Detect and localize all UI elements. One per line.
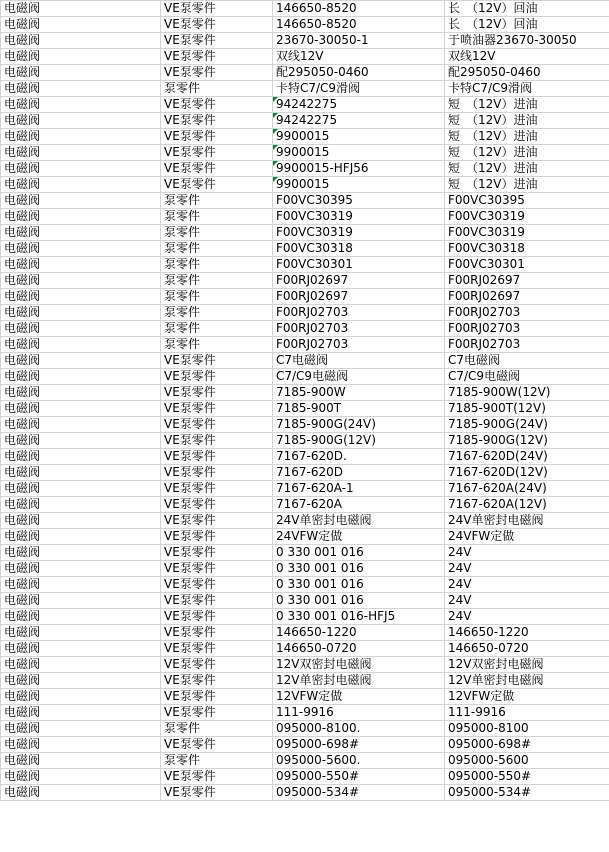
part-number-cell[interactable]: 095000-698# xyxy=(273,737,445,753)
part-number-cell[interactable]: 卡特C7/C9滑阀 xyxy=(273,81,445,97)
category-cell[interactable]: 电磁阀 xyxy=(1,609,161,625)
category-cell[interactable]: 电磁阀 xyxy=(1,353,161,369)
type-cell[interactable]: 泵零件 xyxy=(161,225,273,241)
category-cell[interactable]: 电磁阀 xyxy=(1,497,161,513)
category-cell[interactable]: 电磁阀 xyxy=(1,529,161,545)
table-row xyxy=(1,785,609,801)
part-number-cell[interactable]: 23670-30050-1 xyxy=(273,33,445,49)
category-cell[interactable]: 电磁阀 xyxy=(1,193,161,209)
type-cell[interactable]: VE泵零件 xyxy=(161,65,273,81)
category-cell[interactable]: 电磁阀 xyxy=(1,417,161,433)
table-row xyxy=(1,305,609,321)
description-cell[interactable]: F00VC30319 xyxy=(445,225,609,241)
table-row xyxy=(1,145,609,161)
category-cell[interactable]: 电磁阀 xyxy=(1,401,161,417)
part-number-cell[interactable]: F00VC30301 xyxy=(273,257,445,273)
table-row xyxy=(1,481,609,497)
category-cell[interactable]: 电磁阀 xyxy=(1,113,161,129)
type-cell[interactable]: 泵零件 xyxy=(161,209,273,225)
table-row xyxy=(1,81,609,97)
type-cell[interactable]: VE泵零件 xyxy=(161,401,273,417)
description-cell[interactable]: 24V xyxy=(445,609,609,625)
type-cell[interactable]: VE泵零件 xyxy=(161,417,273,433)
description-cell[interactable]: F00RJ02703 xyxy=(445,321,609,337)
description-cell[interactable]: 24V xyxy=(445,577,609,593)
part-number-cell[interactable]: 12V单密封电磁阀 xyxy=(273,673,445,689)
description-cell[interactable]: 卡特C7/C9滑阀 xyxy=(445,81,609,97)
category-cell[interactable]: 电磁阀 xyxy=(1,449,161,465)
part-number-cell[interactable]: 24V单密封电磁阀 xyxy=(273,513,445,529)
type-cell[interactable]: 泵零件 xyxy=(161,81,273,97)
type-cell[interactable]: VE泵零件 xyxy=(161,369,273,385)
description-cell[interactable]: 长 （12V）回油 xyxy=(445,17,609,33)
description-cell[interactable]: 7185-900T(12V) xyxy=(445,401,609,417)
type-cell[interactable]: VE泵零件 xyxy=(161,497,273,513)
type-cell[interactable]: VE泵零件 xyxy=(161,577,273,593)
description-cell[interactable]: 短 （12V）进油 xyxy=(445,177,609,193)
part-number-cell[interactable]: 12V双密封电磁阀 xyxy=(273,657,445,673)
type-cell[interactable]: VE泵零件 xyxy=(161,705,273,721)
category-cell[interactable]: 电磁阀 xyxy=(1,593,161,609)
part-number-cell[interactable]: 095000-550# xyxy=(273,769,445,785)
part-number-cell[interactable]: F00RJ02703 xyxy=(273,321,445,337)
part-number-cell[interactable]: 94242275 xyxy=(273,97,445,113)
description-cell[interactable]: 短 （12V）进油 xyxy=(445,161,609,177)
part-number-cell[interactable]: 0 330 001 016 xyxy=(273,561,445,577)
part-number-cell[interactable]: F00RJ02703 xyxy=(273,337,445,353)
part-number-cell[interactable]: 0 330 001 016 xyxy=(273,577,445,593)
description-cell[interactable]: F00RJ02697 xyxy=(445,289,609,305)
description-cell[interactable]: 配295050-0460 xyxy=(445,65,609,81)
description-cell[interactable]: 12VFW定做 xyxy=(445,689,609,705)
description-cell[interactable]: 7185-900G(12V) xyxy=(445,433,609,449)
table-row xyxy=(1,465,609,481)
table-row xyxy=(1,417,609,433)
description-cell[interactable]: 146650-0720 xyxy=(445,641,609,657)
type-cell[interactable]: VE泵零件 xyxy=(161,385,273,401)
part-number-cell[interactable]: 9900015-HFJ56 xyxy=(273,161,445,177)
table-row xyxy=(1,33,609,49)
part-number-cell[interactable]: 0 330 001 016 xyxy=(273,545,445,561)
part-number-cell[interactable]: 095000-534# xyxy=(273,785,445,801)
type-cell[interactable]: VE泵零件 xyxy=(161,17,273,33)
type-cell[interactable]: VE泵零件 xyxy=(161,465,273,481)
category-cell[interactable]: 电磁阀 xyxy=(1,673,161,689)
table-row xyxy=(1,641,609,657)
category-cell[interactable]: 电磁阀 xyxy=(1,129,161,145)
category-cell[interactable]: 电磁阀 xyxy=(1,321,161,337)
table-row xyxy=(1,193,609,209)
type-cell[interactable]: 泵零件 xyxy=(161,257,273,273)
part-number-cell[interactable]: 0 330 001 016-HFJ5 xyxy=(273,609,445,625)
type-cell[interactable]: 泵零件 xyxy=(161,193,273,209)
category-cell[interactable]: 电磁阀 xyxy=(1,97,161,113)
part-number-cell[interactable]: 146650-1220 xyxy=(273,625,445,641)
description-cell[interactable]: C7/C9电磁阀 xyxy=(445,369,609,385)
type-cell[interactable]: 泵零件 xyxy=(161,337,273,353)
category-cell[interactable]: 电磁阀 xyxy=(1,465,161,481)
category-cell[interactable]: 电磁阀 xyxy=(1,433,161,449)
table-row xyxy=(1,609,609,625)
table-row xyxy=(1,225,609,241)
type-cell[interactable]: VE泵零件 xyxy=(161,609,273,625)
type-cell[interactable]: VE泵零件 xyxy=(161,689,273,705)
part-number-cell[interactable]: 配295050-0460 xyxy=(273,65,445,81)
category-cell[interactable]: 电磁阀 xyxy=(1,49,161,65)
description-cell[interactable]: F00VC30301 xyxy=(445,257,609,273)
part-number-cell[interactable]: 111-9916 xyxy=(273,705,445,721)
part-number-cell[interactable]: 7167-620D xyxy=(273,465,445,481)
table-row xyxy=(1,449,609,465)
description-cell[interactable]: 7185-900W(12V) xyxy=(445,385,609,401)
description-cell[interactable]: 双线12V xyxy=(445,49,609,65)
table-row xyxy=(1,753,609,769)
part-number-cell[interactable]: 双线12V xyxy=(273,49,445,65)
part-number-cell[interactable]: 7185-900T xyxy=(273,401,445,417)
table-row xyxy=(1,577,609,593)
category-cell[interactable]: 电磁阀 xyxy=(1,561,161,577)
category-cell[interactable]: 电磁阀 xyxy=(1,1,161,17)
category-cell[interactable]: 电磁阀 xyxy=(1,385,161,401)
table-row xyxy=(1,385,609,401)
table-row xyxy=(1,289,609,305)
table-row xyxy=(1,97,609,113)
table-row xyxy=(1,129,609,145)
table-row xyxy=(1,337,609,353)
type-cell[interactable]: VE泵零件 xyxy=(161,737,273,753)
type-cell[interactable]: 泵零件 xyxy=(161,753,273,769)
description-cell[interactable]: 095000-534# xyxy=(445,785,609,801)
part-number-cell[interactable]: 7185-900G(24V) xyxy=(273,417,445,433)
part-number-cell[interactable]: 7185-900G(12V) xyxy=(273,433,445,449)
category-cell[interactable]: 电磁阀 xyxy=(1,145,161,161)
part-number-cell[interactable]: 12VFW定做 xyxy=(273,689,445,705)
part-number-cell[interactable]: F00VC30319 xyxy=(273,225,445,241)
type-cell[interactable]: VE泵零件 xyxy=(161,545,273,561)
description-cell[interactable]: 12V单密封电磁阀 xyxy=(445,673,609,689)
part-number-cell[interactable]: 0 330 001 016 xyxy=(273,593,445,609)
description-cell[interactable]: 111-9916 xyxy=(445,705,609,721)
type-cell[interactable]: VE泵零件 xyxy=(161,33,273,49)
category-cell[interactable]: 电磁阀 xyxy=(1,481,161,497)
table-row xyxy=(1,705,609,721)
description-cell[interactable]: 24V xyxy=(445,545,609,561)
part-number-cell[interactable]: 9900015 xyxy=(273,177,445,193)
category-cell[interactable]: 电磁阀 xyxy=(1,337,161,353)
description-cell[interactable]: 于喷油器23670-30050 xyxy=(445,33,609,49)
table-row xyxy=(1,545,609,561)
type-cell[interactable]: VE泵零件 xyxy=(161,113,273,129)
category-cell[interactable]: 电磁阀 xyxy=(1,737,161,753)
description-cell[interactable]: 095000-698# xyxy=(445,737,609,753)
table-row xyxy=(1,65,609,81)
category-cell[interactable]: 电磁阀 xyxy=(1,161,161,177)
description-cell[interactable]: F00RJ02703 xyxy=(445,305,609,321)
table-row xyxy=(1,513,609,529)
category-cell[interactable]: 电磁阀 xyxy=(1,577,161,593)
category-cell[interactable]: 电磁阀 xyxy=(1,33,161,49)
table-row xyxy=(1,113,609,129)
category-cell[interactable]: 电磁阀 xyxy=(1,625,161,641)
description-cell[interactable]: 短 （12V）进油 xyxy=(445,97,609,113)
table-row xyxy=(1,433,609,449)
type-cell[interactable]: 泵零件 xyxy=(161,273,273,289)
part-number-cell[interactable]: F00RJ02697 xyxy=(273,289,445,305)
type-cell[interactable]: VE泵零件 xyxy=(161,449,273,465)
description-cell[interactable]: F00VC30395 xyxy=(445,193,609,209)
type-cell[interactable]: VE泵零件 xyxy=(161,561,273,577)
table-row xyxy=(1,673,609,689)
category-cell[interactable]: 电磁阀 xyxy=(1,17,161,33)
part-number-cell[interactable]: 146650-0720 xyxy=(273,641,445,657)
description-cell[interactable]: F00VC30318 xyxy=(445,241,609,257)
type-cell[interactable]: VE泵零件 xyxy=(161,657,273,673)
table-row xyxy=(1,257,609,273)
part-number-cell[interactable]: F00RJ02697 xyxy=(273,273,445,289)
table-row xyxy=(1,657,609,673)
type-cell[interactable]: VE泵零件 xyxy=(161,49,273,65)
part-number-cell[interactable]: 146650-8520 xyxy=(273,1,445,17)
category-cell[interactable]: 电磁阀 xyxy=(1,241,161,257)
table-row xyxy=(1,401,609,417)
description-cell[interactable]: C7电磁阀 xyxy=(445,353,609,369)
category-cell[interactable]: 电磁阀 xyxy=(1,689,161,705)
type-cell[interactable]: VE泵零件 xyxy=(161,625,273,641)
part-number-cell[interactable]: 095000-8100. xyxy=(273,721,445,737)
table-row xyxy=(1,49,609,65)
category-cell[interactable]: 电磁阀 xyxy=(1,177,161,193)
type-cell[interactable]: VE泵零件 xyxy=(161,769,273,785)
part-number-cell[interactable]: F00VC30319 xyxy=(273,209,445,225)
category-cell[interactable]: 电磁阀 xyxy=(1,273,161,289)
type-cell[interactable]: VE泵零件 xyxy=(161,177,273,193)
category-cell[interactable]: 电磁阀 xyxy=(1,753,161,769)
category-cell[interactable]: 电磁阀 xyxy=(1,769,161,785)
part-number-cell[interactable]: C7电磁阀 xyxy=(273,353,445,369)
category-cell[interactable]: 电磁阀 xyxy=(1,545,161,561)
table-row xyxy=(1,625,609,641)
part-number-cell[interactable]: F00VC30318 xyxy=(273,241,445,257)
type-cell[interactable]: VE泵零件 xyxy=(161,129,273,145)
table-row xyxy=(1,561,609,577)
type-cell[interactable]: VE泵零件 xyxy=(161,353,273,369)
table-row xyxy=(1,273,609,289)
table-row xyxy=(1,689,609,705)
table-row xyxy=(1,241,609,257)
category-cell[interactable]: 电磁阀 xyxy=(1,657,161,673)
description-cell[interactable]: 12V双密封电磁阀 xyxy=(445,657,609,673)
category-cell[interactable]: 电磁阀 xyxy=(1,289,161,305)
description-cell[interactable]: 7185-900G(24V) xyxy=(445,417,609,433)
table-row xyxy=(1,529,609,545)
table-row xyxy=(1,17,609,33)
table-row xyxy=(1,353,609,369)
category-cell[interactable]: 电磁阀 xyxy=(1,641,161,657)
table-row xyxy=(1,737,609,753)
part-number-cell[interactable]: 9900015 xyxy=(273,129,445,145)
description-cell[interactable]: 095000-5600 xyxy=(445,753,609,769)
type-cell[interactable]: VE泵零件 xyxy=(161,161,273,177)
type-cell[interactable]: VE泵零件 xyxy=(161,97,273,113)
type-cell[interactable]: VE泵零件 xyxy=(161,481,273,497)
category-cell[interactable]: 电磁阀 xyxy=(1,257,161,273)
description-cell[interactable]: F00RJ02697 xyxy=(445,273,609,289)
table-row xyxy=(1,769,609,785)
part-number-cell[interactable]: 7167-620A xyxy=(273,497,445,513)
category-cell[interactable]: 电磁阀 xyxy=(1,369,161,385)
table-row xyxy=(1,1,609,17)
category-cell[interactable]: 电磁阀 xyxy=(1,225,161,241)
description-cell[interactable]: 24V xyxy=(445,561,609,577)
table-row xyxy=(1,721,609,737)
category-cell[interactable]: 电磁阀 xyxy=(1,785,161,801)
part-number-cell[interactable]: 9900015 xyxy=(273,145,445,161)
type-cell[interactable]: 泵零件 xyxy=(161,721,273,737)
description-cell[interactable]: 短 （12V）进油 xyxy=(445,113,609,129)
table-row xyxy=(1,177,609,193)
category-cell[interactable]: 电磁阀 xyxy=(1,721,161,737)
category-cell[interactable]: 电磁阀 xyxy=(1,65,161,81)
table-row xyxy=(1,321,609,337)
table-row xyxy=(1,497,609,513)
description-cell[interactable]: 短 （12V）进油 xyxy=(445,129,609,145)
description-cell[interactable]: 7167-620D(24V) xyxy=(445,449,609,465)
category-cell[interactable]: 电磁阀 xyxy=(1,705,161,721)
part-number-cell[interactable]: C7/C9电磁阀 xyxy=(273,369,445,385)
type-cell[interactable]: VE泵零件 xyxy=(161,593,273,609)
category-cell[interactable]: 电磁阀 xyxy=(1,305,161,321)
description-cell[interactable]: 7167-620A(12V) xyxy=(445,497,609,513)
description-cell[interactable]: 146650-1220 xyxy=(445,625,609,641)
part-number-cell[interactable]: 095000-5600. xyxy=(273,753,445,769)
type-cell[interactable]: 泵零件 xyxy=(161,241,273,257)
category-cell[interactable]: 电磁阀 xyxy=(1,513,161,529)
part-number-cell[interactable]: 146650-8520 xyxy=(273,17,445,33)
type-cell[interactable]: VE泵零件 xyxy=(161,1,273,17)
description-cell[interactable]: 24VFW定做 xyxy=(445,529,609,545)
category-cell[interactable]: 电磁阀 xyxy=(1,81,161,97)
type-cell[interactable]: VE泵零件 xyxy=(161,513,273,529)
description-cell[interactable]: 24V单密封电磁阀 xyxy=(445,513,609,529)
part-number-cell[interactable]: 94242275 xyxy=(273,113,445,129)
table-row xyxy=(1,593,609,609)
spreadsheet-body xyxy=(1,1,609,801)
type-cell[interactable]: VE泵零件 xyxy=(161,785,273,801)
part-number-cell[interactable]: F00RJ02703 xyxy=(273,305,445,321)
description-cell[interactable]: F00VC30319 xyxy=(445,209,609,225)
part-number-cell[interactable]: 7167-620D. xyxy=(273,449,445,465)
type-cell[interactable]: 泵零件 xyxy=(161,321,273,337)
description-cell[interactable]: 7167-620D(12V) xyxy=(445,465,609,481)
table-row xyxy=(1,369,609,385)
description-cell[interactable]: 095000-8100 xyxy=(445,721,609,737)
description-cell[interactable]: F00RJ02703 xyxy=(445,337,609,353)
category-cell[interactable]: 电磁阀 xyxy=(1,209,161,225)
table-row xyxy=(1,209,609,225)
description-cell[interactable]: 短 （12V）进油 xyxy=(445,145,609,161)
part-number-cell[interactable]: 24VFW定做 xyxy=(273,529,445,545)
description-cell[interactable]: 7167-620A(24V) xyxy=(445,481,609,497)
part-number-cell[interactable]: 7167-620A-1 xyxy=(273,481,445,497)
part-number-cell[interactable]: F00VC30395 xyxy=(273,193,445,209)
table-row xyxy=(1,161,609,177)
description-cell[interactable]: 长 （12V）回油 xyxy=(445,1,609,17)
type-cell[interactable]: 泵零件 xyxy=(161,289,273,305)
description-cell[interactable]: 095000-550# xyxy=(445,769,609,785)
description-cell[interactable]: 24V xyxy=(445,593,609,609)
type-cell[interactable]: VE泵零件 xyxy=(161,641,273,657)
type-cell[interactable]: VE泵零件 xyxy=(161,529,273,545)
type-cell[interactable]: 泵零件 xyxy=(161,305,273,321)
type-cell[interactable]: VE泵零件 xyxy=(161,145,273,161)
part-number-cell[interactable]: 7185-900W xyxy=(273,385,445,401)
type-cell[interactable]: VE泵零件 xyxy=(161,673,273,689)
type-cell[interactable]: VE泵零件 xyxy=(161,433,273,449)
